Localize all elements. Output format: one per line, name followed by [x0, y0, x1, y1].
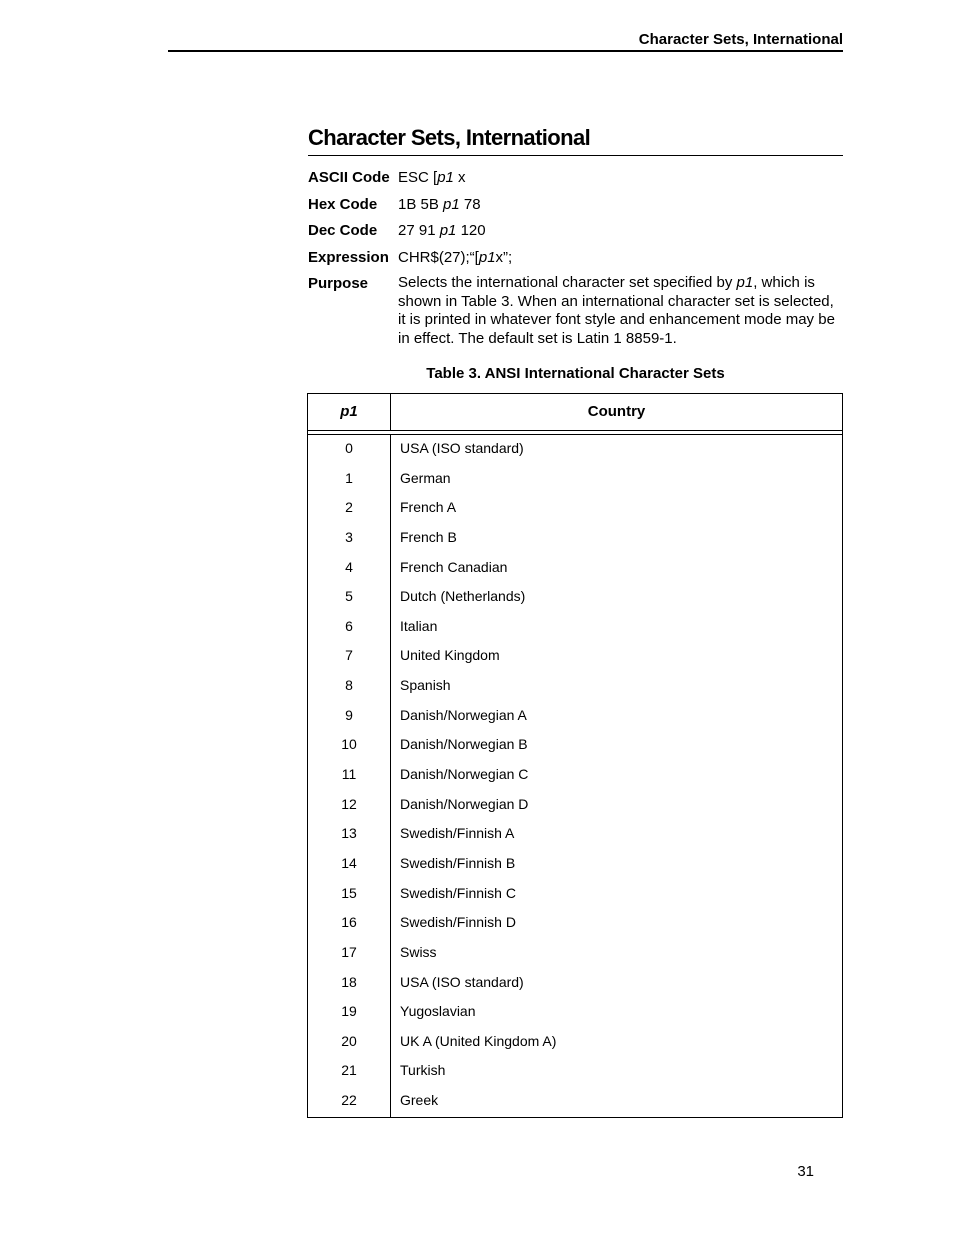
- table-row: [308, 583, 842, 613]
- cell-p1: 14: [308, 850, 391, 880]
- table-row: [308, 494, 842, 524]
- purpose-text-suffix: , which is shown in Table 3. When an international character set is selected, it is printed in whatever font style and enhancement mode may be in effect. The default set is Latin 1 8859-1.: [398, 274, 835, 348]
- cell-country: Yugoslavian: [400, 1003, 476, 1020]
- table-row: [308, 909, 842, 939]
- ascii-code-value: [398, 168, 466, 187]
- cell-country: UK A (United Kingdom A): [400, 1032, 557, 1049]
- table-row: [308, 702, 842, 732]
- command-fields: [308, 168, 843, 348]
- cell-country: French B: [400, 528, 457, 545]
- expression-suffix: x”;: [495, 248, 513, 266]
- character-set-table: [307, 393, 843, 1118]
- cell-country: Italian: [400, 617, 438, 634]
- expression-prefix: CHR$(27);“[: [398, 248, 479, 266]
- cell-country: Swedish/Finnish A: [400, 825, 515, 842]
- dec-code-row: [308, 221, 843, 248]
- table-body: [308, 435, 842, 1117]
- hex-code-suffix: 78: [459, 195, 481, 213]
- table-row: [308, 435, 842, 465]
- cell-p1: 19: [308, 998, 391, 1028]
- cell-p1: 4: [308, 554, 391, 584]
- dec-code-label: Dec Code: [308, 222, 378, 239]
- page-number: 31: [797, 1163, 814, 1180]
- ascii-code-label: ASCII Code: [308, 169, 390, 186]
- purpose-text-param: p1: [736, 274, 754, 291]
- cell-country: French Canadian: [400, 558, 508, 575]
- ascii-code-param: p1: [437, 169, 454, 186]
- cell-country: German: [400, 469, 451, 486]
- cell-country: Spanish: [400, 677, 451, 694]
- cell-p1: 7: [308, 642, 391, 672]
- expression-label: Expression: [308, 248, 389, 266]
- dec-code-param: p1: [439, 222, 457, 239]
- table-row: [308, 998, 842, 1028]
- cell-p1: 8: [308, 672, 391, 702]
- purpose-text-prefix: Selects the international character set specified by: [398, 274, 737, 291]
- cell-p1: 18: [308, 969, 391, 999]
- cell-p1: 16: [308, 909, 391, 939]
- table-row: [308, 672, 842, 702]
- table-row: [308, 1028, 842, 1058]
- cell-p1: 1: [308, 465, 391, 495]
- purpose-text: [398, 274, 838, 349]
- running-header: [168, 30, 843, 52]
- cell-country: Swedish/Finnish C: [400, 884, 516, 901]
- cell-country: Danish/Norwegian A: [400, 706, 527, 723]
- cell-p1: 15: [308, 880, 391, 910]
- cell-country: Swiss: [400, 943, 437, 960]
- table-row: [308, 613, 842, 643]
- column-header-country: Country: [587, 403, 646, 420]
- table-row: [308, 524, 842, 554]
- hex-code-row: [308, 195, 843, 222]
- hex-code-value: [398, 195, 481, 214]
- expression-param: p1: [478, 248, 496, 266]
- cell-p1: 5: [308, 583, 391, 613]
- table-row: [308, 850, 842, 880]
- cell-country: Danish/Norwegian C: [400, 766, 529, 783]
- cell-country: French A: [400, 499, 457, 516]
- cell-p1: 2: [308, 494, 391, 524]
- cell-country: USA (ISO standard): [400, 440, 524, 456]
- cell-p1: 12: [308, 791, 391, 821]
- purpose-row: [308, 274, 843, 348]
- table-row: [308, 465, 842, 495]
- cell-country: Swedish/Finnish B: [400, 854, 516, 871]
- cell-p1: 20: [308, 1028, 391, 1058]
- dec-code-value: [398, 221, 486, 240]
- table-row: [308, 791, 842, 821]
- cell-p1: 6: [308, 613, 391, 643]
- table-row: [308, 880, 842, 910]
- table-row: [308, 939, 842, 969]
- table-row: [308, 731, 842, 761]
- expression-value: [398, 248, 512, 267]
- cell-country: Dutch (Netherlands): [400, 588, 526, 605]
- column-header-p1: p1: [308, 394, 391, 430]
- table-row: [308, 1057, 842, 1087]
- cell-p1: 21: [308, 1057, 391, 1087]
- table-row: [308, 642, 842, 672]
- hex-code-label: Hex Code: [308, 195, 378, 213]
- dec-code-suffix: 120: [456, 222, 486, 239]
- cell-p1: 11: [308, 761, 391, 791]
- cell-p1: 0: [308, 435, 391, 465]
- hex-code-param: p1: [443, 195, 460, 213]
- running-header-title: Character Sets, International: [638, 31, 843, 48]
- cell-p1: 22: [308, 1087, 391, 1117]
- cell-p1: 10: [308, 731, 391, 761]
- cell-country: Danish/Norwegian B: [400, 736, 528, 753]
- cell-country: Turkish: [400, 1062, 446, 1079]
- table-caption: Table 3. ANSI International Character Sets: [426, 365, 725, 382]
- table-row: [308, 820, 842, 850]
- table-header-row: [308, 394, 842, 431]
- table-row: [308, 554, 842, 584]
- cell-country: Danish/Norwegian D: [400, 795, 529, 812]
- dec-code-prefix: 27 91: [398, 222, 440, 239]
- hex-code-prefix: 1B 5B: [398, 195, 444, 213]
- page-title: Character Sets, International: [308, 124, 843, 156]
- ascii-code-row: [308, 168, 843, 195]
- purpose-label: Purpose: [308, 275, 369, 292]
- table-row: [308, 969, 842, 999]
- cell-p1: 3: [308, 524, 391, 554]
- cell-country: United Kingdom: [400, 647, 500, 664]
- cell-p1: 13: [308, 820, 391, 850]
- cell-country: USA (ISO standard): [400, 973, 524, 990]
- cell-country: Greek: [400, 1092, 439, 1109]
- expression-row: [308, 248, 843, 275]
- table-row: [308, 1087, 842, 1117]
- cell-p1: 17: [308, 939, 391, 969]
- cell-p1: 9: [308, 702, 391, 732]
- table-row: [308, 761, 842, 791]
- ascii-code-prefix: ESC [: [398, 169, 438, 186]
- cell-country: Swedish/Finnish D: [400, 914, 516, 931]
- ascii-code-suffix: x: [453, 169, 466, 186]
